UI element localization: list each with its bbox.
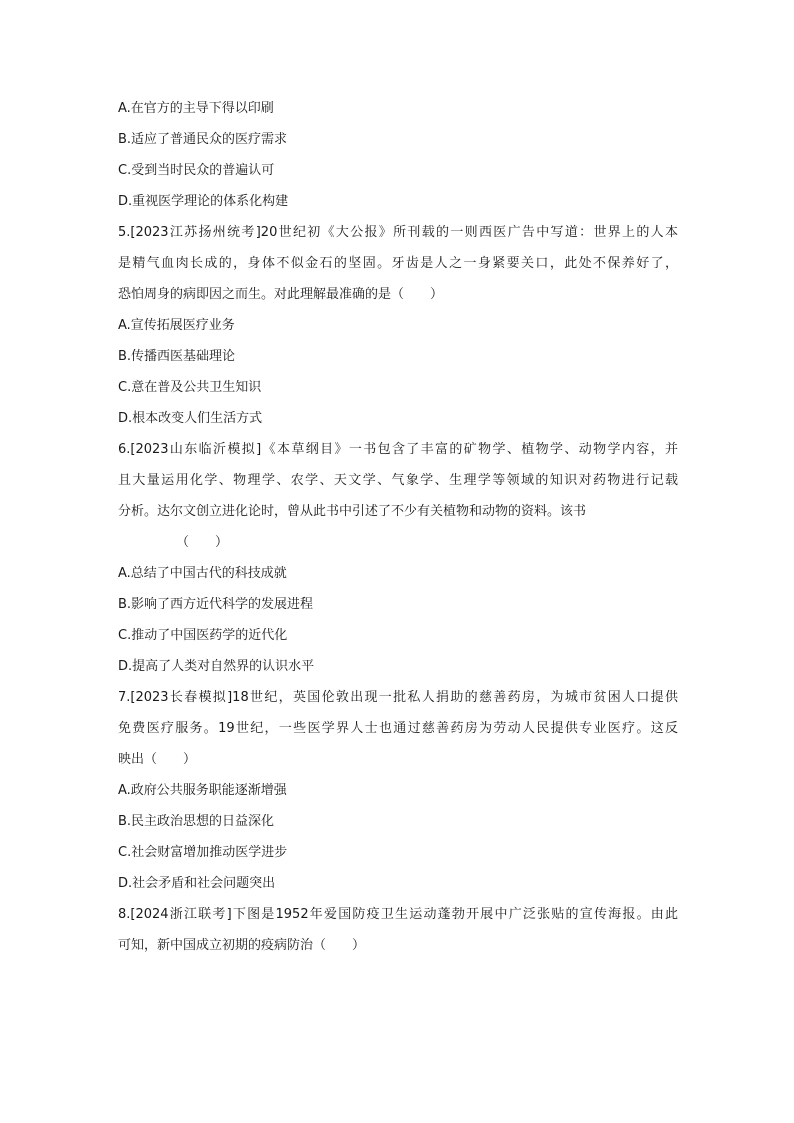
q5-stem-line-2: 是精气血肉长成的，身体不似金石的坚固。牙齿是人之一身紧要关口，此处不保养好了， xyxy=(118,256,678,271)
q7-option-c: C.社会财富增加推动医学进步 xyxy=(118,845,288,860)
q8-stem-line-1: 8.[2024浙江联考]下图是1952年爱国防疫卫生运动蓬勃开展中广泛张贴的宣传海报。由此 xyxy=(118,907,678,922)
q5-option-b: B.传播西医基础理论 xyxy=(118,349,236,364)
q4-option-b: B.适应了普通民众的医疗需求 xyxy=(118,132,288,147)
q7-stem-line-1: 7.[2023长春模拟]18世纪，英国伦敦出现一批私人捐助的慈善药房，为城市贫困人口提供 xyxy=(118,690,678,705)
q4-option-d: D.重视医学理论的体系化构建 xyxy=(118,194,289,209)
q7-stem-line-2: 免费医疗服务。19世纪，一些医学界人士也通过慈善药房为劳动人民提供专业医疗。这反 xyxy=(118,721,678,736)
q4-option-a: A.在官方的主导下得以印刷 xyxy=(118,101,274,116)
q5-option-c: C.意在普及公共卫生知识 xyxy=(118,380,262,395)
q7-option-d: D.社会矛盾和社会问题突出 xyxy=(118,876,276,891)
q5-option-a: A.宣传拓展医疗业务 xyxy=(118,318,235,333)
q5-stem-line-1: 5.[2023江苏扬州统考]20世纪初《大公报》所刊载的一则西医广告中写道：世界上的人本 xyxy=(118,225,678,240)
q8-stem-line-2: 可知，新中国成立初期的疫病防治（ ） xyxy=(118,938,366,953)
q6-option-d: D.提高了人类对自然界的认识水平 xyxy=(118,659,315,674)
q6-option-b: B.影响了西方近代科学的发展进程 xyxy=(118,597,314,612)
q6-stem-answer-blank: （ ） xyxy=(176,535,229,550)
q7-option-a: A.政府公共服务职能逐渐增强 xyxy=(118,783,287,798)
q4-option-c: C.受到当时民众的普遍认可 xyxy=(118,163,275,178)
q6-stem-line-1: 6.[2023山东临沂模拟]《本草纲目》一书包含了丰富的矿物学、植物学、动物学内容，并 xyxy=(118,442,678,457)
q5-option-d: D.根本改变人们生活方式 xyxy=(118,411,263,426)
q7-stem-line-3: 映出（ ） xyxy=(118,752,197,767)
q6-option-a: A.总结了中国古代的科技成就 xyxy=(118,566,287,581)
q6-stem-line-3: 分析。达尔文创立进化论时，曾从此书中引述了不少有关植物和动物的资料。该书 xyxy=(118,504,587,519)
q6-stem-line-2: 且大量运用化学、物理学、农学、天文学、气象学、生理学等领域的知识对药物进行记载 xyxy=(118,473,678,488)
q6-option-c: C.推动了中国医药学的近代化 xyxy=(118,628,288,643)
q7-option-b: B.民主政治思想的日益深化 xyxy=(118,814,275,829)
q5-stem-line-3: 恐怕周身的病即因之而生。对此理解最准确的是（ ） xyxy=(118,287,444,302)
